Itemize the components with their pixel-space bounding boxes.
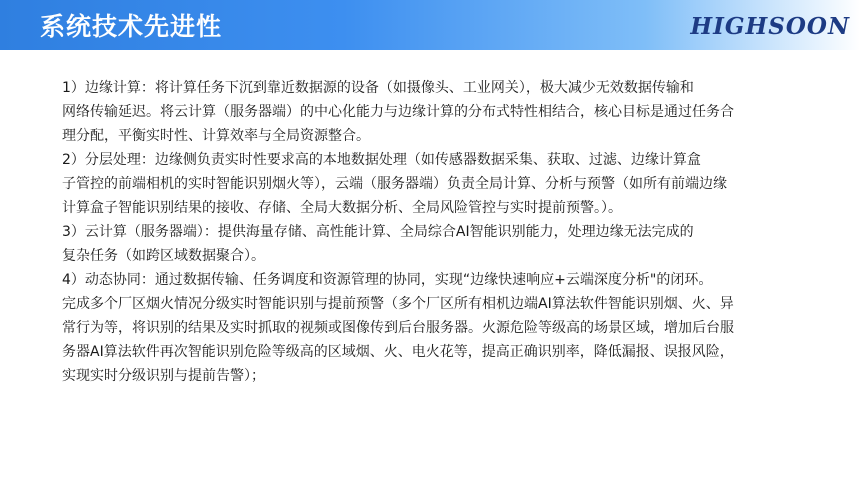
brand-logo: HIGHSOON	[690, 13, 850, 40]
text-line: 完成多个厂区烟火情况分级实时智能识别与提前预警（多个厂区所有相机边端AI算法软件智能识别烟、火、异	[62, 296, 734, 312]
text-line: 务器AI算法软件再次智能识别危险等级高的区域烟、火、电火花等，提高正确识别率，降低漏报、误报风险，	[62, 344, 734, 360]
text-line: 2）分层处理：边缘侧负责实时性要求高的本地数据处理（如传感器数据采集、获取、过滤、边缘计算盒	[62, 152, 701, 168]
body-text	[62, 76, 822, 388]
text-line: 实现实时分级识别与提前告警）；	[62, 368, 265, 384]
text-line: 复杂任务（如跨区域数据聚合）。	[62, 248, 265, 264]
text-line: 1）边缘计算：将计算任务下沉到靠近数据源的设备（如摄像头、工业网关），极大减少无效数据传输和	[62, 80, 694, 96]
text-line: 3）云计算（服务器端）：提供海量存储、高性能计算、全局综合AI智能识别能力，处理边缘无法完成的	[62, 224, 694, 240]
page-title: 系统技术先进性	[40, 12, 223, 41]
text-line: 常行为等，将识别的结果及实时抓取的视频或图像传到后台服务器。火源危险等级高的场景区域，增加后台服	[62, 320, 734, 336]
header-bar	[0, 0, 860, 50]
text-line: 网络传输延迟。将云计算（服务器端）的中心化能力与边缘计算的分布式特性相结合，核心目标是通过任务合	[62, 104, 734, 120]
text-line: 理分配，平衡实时性、计算效率与全局资源整合。	[62, 128, 370, 144]
text-line: 4）动态协同：通过数据传输、任务调度和资源管理的协同，实现“边缘快速响应+云端深度分析"的闭环。	[62, 272, 713, 288]
text-line: 计算盒子智能识别结果的接收、存储、全局大数据分析、全局风险管控与实时提前预警。）。	[62, 200, 622, 216]
text-line: 子管控的前端相机的实时智能识别烟火等），云端（服务器端）负责全局计算、分析与预警（如所有前端边缘	[62, 176, 727, 192]
